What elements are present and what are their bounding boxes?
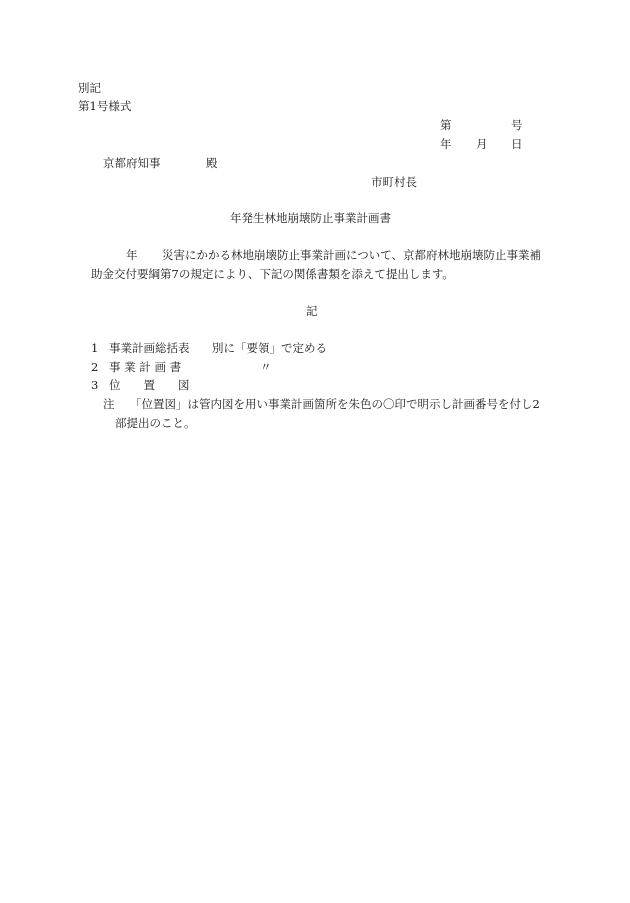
addressee-dono: 殿	[206, 156, 218, 170]
date-month: 月	[476, 137, 488, 151]
date-year: 年	[440, 137, 452, 151]
sender-mayor: 市町村長	[371, 175, 417, 189]
item-3-label: 位 置 図	[109, 378, 190, 392]
item-2-label: 事 業 計 画 書	[109, 360, 182, 374]
ki-heading: 記	[306, 304, 318, 318]
item-2-number: 2	[91, 360, 99, 374]
body-line-1: 災害にかかる林地崩壊防止事業計画について、京都府林地崩壊防止事業補	[162, 248, 542, 262]
document-title: 年発生林地崩壊防止事業計画書	[230, 211, 391, 225]
addressee-governor: 京都府知事	[103, 156, 161, 170]
date-day: 日	[511, 137, 523, 151]
form-number: 第1号様式	[78, 99, 132, 113]
ref-go: 号	[511, 118, 523, 132]
body-line-2: 助金交付要綱第7の規定により、下記の関係書類を添えて提出します。	[91, 267, 454, 281]
bekki-label: 別記	[78, 81, 101, 95]
item-3-number: 3	[91, 378, 99, 392]
item-1-label: 事業計画総括表	[109, 341, 190, 355]
note-line-1: 「位置図」は管内図を用い事業計画箇所を朱色の〇印で明示し計画番号を付し2	[130, 397, 540, 411]
ref-dai: 第	[440, 118, 452, 132]
note-line-2: 部提出のこと。	[115, 416, 196, 430]
item-1-note: 別に「要領」で定める	[212, 341, 327, 355]
item-1-number: 1	[91, 341, 99, 355]
item-2-note: 〃	[260, 360, 272, 374]
note-label: 注	[103, 397, 115, 411]
body-year: 年	[126, 248, 138, 262]
